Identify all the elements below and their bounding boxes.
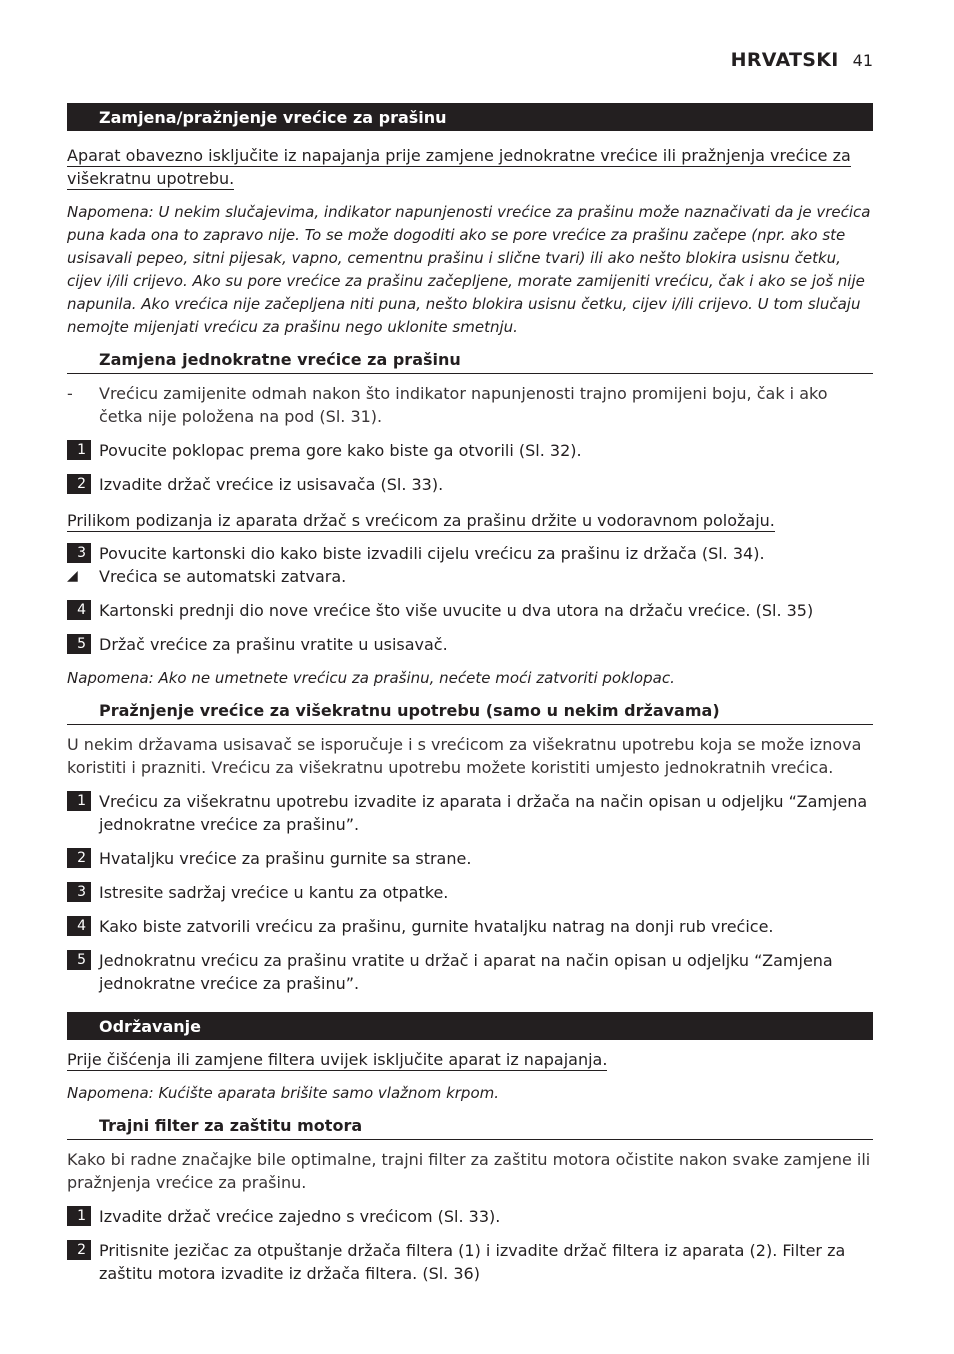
result-item (67, 565, 873, 588)
step-number: 5 (67, 634, 91, 654)
step-item (67, 881, 873, 904)
step-text: Kartonski prednji dio nove vrećice što više uvucite u dva utora na držaču vrećice. (Sl. 35) (99, 601, 814, 620)
step-item (67, 542, 873, 565)
step-text: Jednokratnu vrećicu za prašinu vratite u držač i aparat na način opisan u odjeljku “Zamjena jednokratne vrećice za prašinu”. (99, 951, 833, 993)
step-number: 4 (67, 916, 91, 936)
header-language: HRVATSKI (730, 49, 839, 71)
section-bar-dust-bag: Zamjena/pražnjenje vrećice za prašinu (67, 103, 873, 131)
subheading-reusable-bag: Pražnjenje vrećice za višekratnu upotrebu (samo u nekim državama) (67, 700, 873, 725)
step-number: 1 (67, 791, 91, 811)
page-content (67, 103, 873, 1285)
dash-text: Vrećicu zamijenite odmah nakon što indikator napunjenosti trajno promijeni boju, čak i ako četka nije položena na pod (Sl. 31). (99, 384, 828, 426)
step-text: Povucite kartonski dio kako biste izvadili cijelu vrećicu za prašinu iz držača (Sl. 34). (99, 544, 765, 563)
note-dust-bag-indicator: Napomena: U nekim slučajevima, indikator napunjenosti vrećice za prašinu može naznačivati da je vrećica puna kada ona to zapravo nije. To se može dogoditi ako se pore vrećice za prašinu začepe (npr. ako ste usisavali pepeo, sitni pijesak, vapno, cementnu prašinu i slične tvari) ili ako nešto blokira usisnu četku, cijev i/ili crijevo. Ako su pore vrećice za prašinu začepljene, morate zamijeniti vrećicu, čak i ako se još nije napunila. Ako vrećica nije začepljena niti puna, nešto blokira usisnu četku, cijev i/ili crijevo. U tom slučaju nemojte mijenjati vrećicu za prašinu nego uklonite smetnju. (67, 203, 871, 336)
step-number: 3 (67, 882, 91, 902)
step-number: 2 (67, 848, 91, 868)
page-number: 41 (852, 51, 873, 70)
warning-unplug-filter: Prije čišćenja ili zamjene filtera uvijek isključite aparat iz napajanja. (67, 1050, 608, 1069)
step-text: Vrećicu za višekratnu upotrebu izvadite iz aparata i držača na način opisan u odjeljku “Zamjena jednokratne vrećice za prašinu”. (99, 792, 868, 834)
step-text: Izvadite držač vrećice iz usisavača (Sl. 33). (99, 475, 444, 494)
step-item (67, 949, 873, 995)
motor-filter-intro: Kako bi radne značajke bile optimalne, trajni filter za zaštitu motora očistite nakon svake zamjene ili pražnjenja vrećice za prašinu. (67, 1150, 871, 1192)
reusable-bag-intro: U nekim državama usisavač se isporučuje i s vrećicom za višekratnu upotrebu koja se može iznova koristiti i prazniti. Vrećicu za višekratnu upotrebu možete koristiti umjesto jednokratnih vrećica. (67, 735, 862, 777)
step-number: 2 (67, 1240, 91, 1260)
step-text: Istresite sadržaj vrećice u kantu za otpatke. (99, 883, 449, 902)
dash-item (67, 382, 873, 428)
step-item (67, 790, 873, 836)
note-housing: Napomena: Kućište aparata brišite samo vlažnom krpom. (67, 1084, 500, 1102)
note-lid: Napomena: Ako ne umetnete vrećicu za prašinu, nećete moći zatvoriti poklopac. (67, 669, 675, 687)
section-bar-maintenance: Održavanje (67, 1012, 873, 1040)
step-item (67, 439, 873, 462)
step-item (67, 473, 873, 496)
step-item (67, 1205, 873, 1228)
step-number: 3 (67, 543, 91, 563)
step-number: 2 (67, 474, 91, 494)
step-item (67, 847, 873, 870)
warning-unplug-dust-bag: Aparat obavezno isključite iz napajanja prije zamjene jednokratne vrećice ili pražnjenja vrećice za višekratnu upotrebu. (67, 146, 851, 188)
result-arrow-icon: ◢ (67, 568, 78, 584)
subheading-motor-filter: Trajni filter za zaštitu motora (67, 1115, 873, 1140)
dash-mark: - (67, 384, 73, 403)
result-text: Vrećica se automatski zatvara. (99, 567, 347, 586)
page-header (731, 49, 873, 71)
step-text: Kako biste zatvorili vrećicu za prašinu, gurnite hvataljku natrag na donji rub vrećice. (99, 917, 774, 936)
step-number: 4 (67, 600, 91, 620)
step-number: 1 (67, 1206, 91, 1226)
step-number: 5 (67, 950, 91, 970)
step-number: 1 (67, 440, 91, 460)
warning-horizontal: Prilikom podizanja iz aparata držač s vrećicom za prašinu držite u vodoravnom položaju. (67, 511, 775, 530)
step-text: Držač vrećice za prašinu vratite u usisavač. (99, 635, 448, 654)
step-text: Pritisnite jezičac za otpuštanje držača filtera (1) i izvadite držač filtera iz aparata (2). Filter za zaštitu motora izvadite iz držača filtera. (Sl. 36) (99, 1241, 846, 1283)
step-item (67, 633, 873, 656)
step-text: Hvataljku vrećice za prašinu gurnite sa strane. (99, 849, 472, 868)
step-item (67, 1239, 873, 1285)
step-text: Povucite poklopac prema gore kako biste ga otvorili (Sl. 32). (99, 441, 582, 460)
step-item (67, 915, 873, 938)
step-item (67, 599, 873, 622)
subheading-disposable-bag: Zamjena jednokratne vrećice za prašinu (67, 349, 873, 374)
step-text: Izvadite držač vrećice zajedno s vrećicom (Sl. 33). (99, 1207, 501, 1226)
